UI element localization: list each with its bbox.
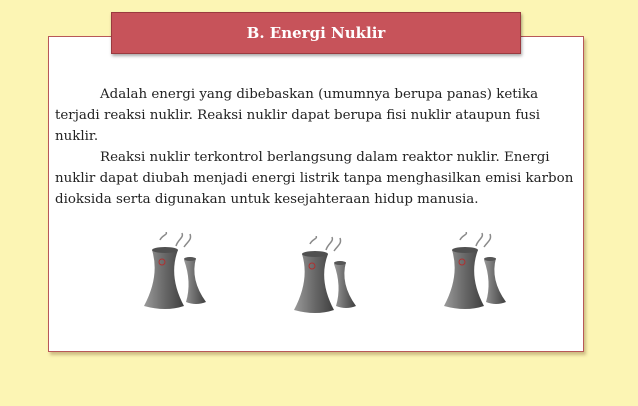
title-banner (111, 12, 521, 54)
cooling-towers-left (140, 232, 220, 316)
cooling-towers-right (440, 232, 520, 316)
paragraph-definition: Adalah energi yang dibebaskan (umumnya berupa panas) ketika terjadi reaksi nuklir. Reaksi nuklir dapat berupa fisi nuklir ataupun fusi nuklir. (55, 87, 541, 144)
cooling-tower-icon (290, 236, 370, 320)
paragraph-reactor: Reaksi nuklir terkontrol berlangsung dalam reaktor nuklir. Energi nuklir dapat diubah menjadi energi listrik tanpa menghasilkan emisi karbon dioksida serta digunakan untuk kesejahteraan hidup manusia. (55, 150, 574, 207)
slide-title: B. Energi Nuklir (246, 24, 386, 42)
cooling-tower-icon (440, 232, 520, 316)
body-text (55, 84, 575, 210)
cooling-towers-middle (290, 236, 370, 320)
cooling-tower-icon (140, 232, 220, 316)
